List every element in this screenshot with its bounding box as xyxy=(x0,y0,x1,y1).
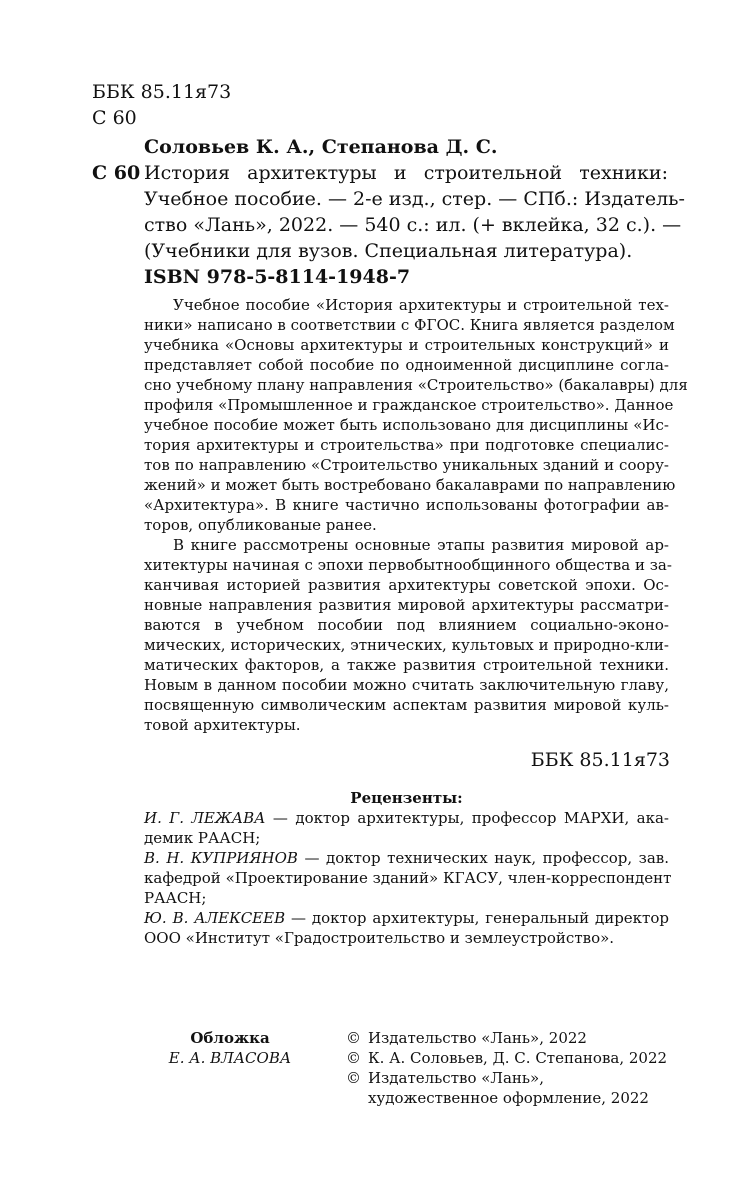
copyright-symbol: © xyxy=(346,1049,361,1067)
bbk-header: ББК 85.11я73 xyxy=(92,81,232,103)
reviewer-line: И. Г. ЛЕЖАВА — доктор архитектуры, профессор МАРХИ, ака- xyxy=(144,809,669,827)
reviewer-line: ООО «Институт «Градостроительство и землеустройство». xyxy=(144,929,615,947)
annotation-line: ваются в учебном пособии под влиянием социально-эконо- xyxy=(144,616,669,634)
annotation-line: Учебное пособие «История архитектуры и строительной тех- xyxy=(173,296,669,314)
copyright-line: Издательство «Лань», xyxy=(368,1069,545,1087)
annotation-line: товой архитектуры. xyxy=(144,716,301,734)
annotation-line: хитектуры начиная с эпохи первобытнообщинного общества и за- xyxy=(144,556,672,574)
annotation-line: учебника «Основы архитектуры и строительных конструкций» и xyxy=(144,336,669,354)
reviewer-line: демик РААСН; xyxy=(144,829,261,847)
annotation-line: «Архитектура». В книге частично использованы фотографии ав- xyxy=(144,496,669,514)
reviewers-heading: Рецензенты: xyxy=(350,789,463,807)
reviewer-name: Ю. В. АЛЕКСЕЕВ xyxy=(144,909,286,927)
copyright-symbol: © xyxy=(346,1069,361,1087)
copyright-line: К. А. Соловьев, Д. С. Степанова, 2022 xyxy=(368,1049,668,1067)
reviewer-line: РААСН; xyxy=(144,889,207,907)
bbk-bottom: ББК 85.11я73 xyxy=(530,749,670,771)
reviewer-line: кафедрой «Проектирование зданий» КГАСУ, член-корреспондент xyxy=(144,869,672,887)
authors: Соловьев К. А., Степанова Д. С. xyxy=(144,136,498,158)
annotation-line: посвященную символическим аспектам развития мировой куль- xyxy=(144,696,669,714)
reviewer-line: В. Н. КУПРИЯНОВ — доктор технических наук, профессор, зав. xyxy=(144,849,669,867)
title-line: (Учебники для вузов. Специальная литература). xyxy=(144,240,633,262)
annotation-line: представляет собой пособие по одноименной дисциплине согла- xyxy=(144,356,669,374)
udk-code: С 60 xyxy=(92,107,137,129)
annotation-line: новные направления развития мировой архитектуры рассматри- xyxy=(144,596,669,614)
reviewer-name: И. Г. ЛЕЖАВА xyxy=(144,809,266,827)
copyright-line: Издательство «Лань», 2022 xyxy=(368,1029,587,1047)
title-line: Учебное пособие. — 2-е изд., стер. — СПб.: Издатель- xyxy=(144,188,685,210)
annotation-line: В книге рассмотрены основные этапы развития мировой ар- xyxy=(173,536,669,554)
annotation-line: Новым в данном пособии можно считать заключительную главу, xyxy=(144,676,669,694)
title-line: История архитектуры и строительной техники: xyxy=(144,162,668,184)
isbn: ISBN 978-5-8114-1948-7 xyxy=(144,266,411,288)
annotation-line: учебное пособие может быть использовано для дисциплины «Ис- xyxy=(144,416,669,434)
annotation-line: канчивая историей развития архитектуры советской эпохи. Ос- xyxy=(144,576,669,594)
catalog-code: С 60 xyxy=(92,162,141,184)
annotation-line: тов по направлению «Строительство уникальных зданий и соору- xyxy=(144,456,669,474)
reviewer-line: Ю. В. АЛЕКСЕЕВ — доктор архитектуры, генеральный директор xyxy=(144,909,669,927)
annotation-line: тория архитектуры и строительства» при подготовке специалис- xyxy=(144,436,669,454)
annotation-line: матических факторов, а также развития строительной техники. xyxy=(144,656,669,674)
annotation-line: мических, исторических, этнических, культовых и природно-кли- xyxy=(144,636,669,654)
annotation-line: жений» и может быть востребовано бакалаврами по направлению xyxy=(144,476,676,494)
cover-designer: Е. А. ВЛАСОВА xyxy=(168,1049,292,1067)
annotation-line: ники» написано в соответствии с ФГОС. Книга является разделом xyxy=(144,316,675,334)
copyright-line: художественное оформление, 2022 xyxy=(368,1089,649,1107)
reviewer-name: В. Н. КУПРИЯНОВ xyxy=(144,849,298,867)
annotation-line: сно учебному плану направления «Строительство» (бакалавры) для xyxy=(144,376,688,394)
copyright-symbol: © xyxy=(346,1029,361,1047)
annotation-line: профиля «Промышленное и гражданское строительство». Данное xyxy=(144,396,674,414)
annotation-line: торов, опубликованые ранее. xyxy=(144,516,377,534)
cover-label: Обложка xyxy=(190,1029,270,1047)
title-line: ство «Лань», 2022. — 540 с.: ил. (+ вклейка, 32 с.). — xyxy=(144,214,682,236)
